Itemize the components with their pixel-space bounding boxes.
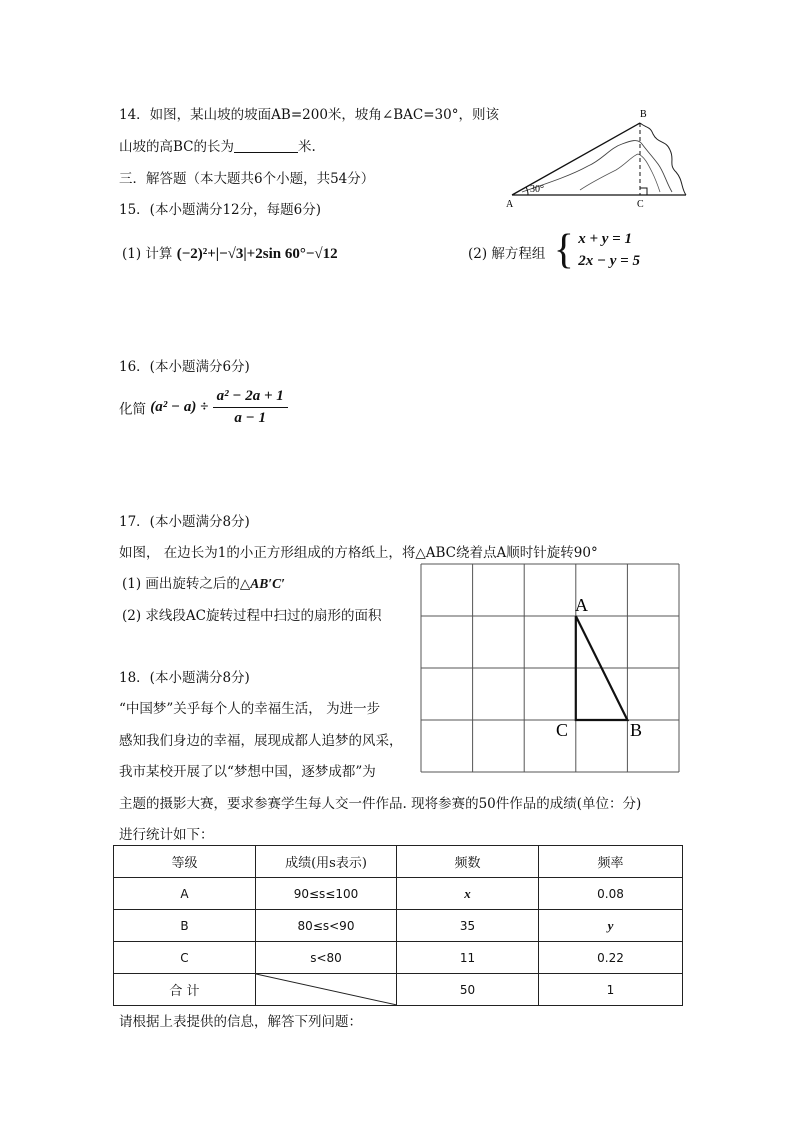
q17-part1-text: (1) 画出旋转之后的△ (122, 576, 251, 592)
q15-part1 (122, 242, 338, 263)
answer-blank (234, 138, 298, 153)
q18-line-3: 我市某校开展了以“梦想中国，逐梦成都”为 (119, 764, 376, 780)
q14-line2-text: 山坡的高BC的长为 (119, 139, 235, 155)
table-cell: 1 (539, 974, 683, 1006)
q16-numerator: a² − 2a + 1 (213, 388, 288, 408)
diagonal-line (256, 974, 397, 1005)
q18-line-4: 主题的摄影大赛，要求参赛学生每人交一件作品. 现将参赛的50件作品的成绩(单位：分) (119, 796, 642, 812)
q14-line1: 14．如图，某山坡的坡面AB=200米，坡角∠BAC=30°，则该 (119, 107, 499, 123)
grid-point-b: B (630, 720, 643, 740)
table-header-row (114, 846, 683, 878)
q15-title: 15．(本小题满分12分，每题6分) (119, 202, 321, 218)
q17-part1-triangle: AB′C′ (250, 576, 285, 591)
right-angle-mark (640, 188, 647, 195)
q18-line-5: 进行统计如下： (119, 827, 214, 843)
table-cell: 11 (397, 942, 539, 974)
table-cell: 50 (397, 974, 539, 1006)
q17-intro: 如图， 在边长为1的小正方形组成的方格纸上，将△ABC绕着点A顺时针旋转90° (119, 545, 598, 561)
q17-title: 17．(本小题满分8分) (119, 514, 250, 530)
mountain-inner-ridge-2 (580, 154, 660, 192)
q15-part2-label: (2) 解方程组 (468, 246, 546, 262)
q17-part2: (2) 求线段AC旋转过程中扫过的扇形的面积 (122, 608, 382, 624)
table-cell-diagonal (256, 974, 397, 1006)
table-cell: 合 计 (114, 974, 256, 1006)
slope-figure (500, 104, 700, 210)
header-score: 成绩(用s表示) (256, 846, 397, 878)
table-cell: y (539, 910, 683, 942)
table-total-row (114, 974, 683, 1006)
q16-title: 16．(本小题满分6分) (119, 359, 250, 375)
grid-point-a: A (575, 595, 588, 615)
section-3-heading: 三．解答题（本大题共6个小题，共54分） (119, 171, 375, 187)
equation-2: 2x − y = 5 (578, 253, 640, 269)
q15-part2 (468, 228, 640, 272)
table-cell: s<80 (256, 942, 397, 974)
table-row (114, 910, 683, 942)
table-cell: 0.22 (539, 942, 683, 974)
q18-title: 18．(本小题满分8分) (119, 670, 250, 686)
q15-part1-label: (1) 计算 (122, 246, 173, 262)
table-cell: A (114, 878, 256, 910)
grid-lines (421, 564, 679, 772)
point-a-label: A (506, 199, 514, 210)
q18-line-1: “中国梦”关乎每个人的幸福生活， 为进一步 (119, 701, 381, 717)
table-cell: x (397, 878, 539, 910)
table-row (114, 942, 683, 974)
angle-arc (526, 187, 528, 195)
q14-line2 (119, 135, 316, 155)
q16-fraction (213, 388, 288, 427)
equation-1: x + y = 1 (578, 231, 632, 247)
table-cell: 0.08 (539, 878, 683, 910)
header-rate: 频率 (539, 846, 683, 878)
q18-line-2: 感知我们身边的幸福，展现成都人追梦的风采， (119, 733, 403, 749)
q17-part1 (122, 572, 285, 592)
table-row (114, 878, 683, 910)
q14-line2-suffix: 米. (298, 139, 316, 155)
header-grade: 等级 (114, 846, 256, 878)
mountain-inner-ridge (522, 141, 672, 192)
system-brace: { (553, 227, 574, 273)
mountain-outline (640, 123, 686, 195)
q16-left-term: (a² − a) ÷ (150, 399, 209, 415)
q15-part1-expression: (−2)²+|−√3|+2sin 60°−√12 (176, 246, 338, 262)
score-table (113, 845, 683, 1006)
table-cell: B (114, 910, 256, 942)
table-cell: 90≤s≤100 (256, 878, 397, 910)
grid-point-c: C (556, 720, 569, 740)
q18-footer: 请根据上表提供的信息，解答下列问题： (119, 1014, 362, 1030)
equation-system (578, 228, 640, 272)
point-c-label: C (637, 199, 644, 210)
table-cell: C (114, 942, 256, 974)
q16-denominator: a − 1 (234, 410, 267, 426)
table-cell: 35 (397, 910, 539, 942)
q16-prefix: 化简 (119, 401, 146, 418)
grid-figure (420, 563, 682, 775)
angle-label: 30° (530, 184, 544, 195)
point-b-label: B (640, 109, 647, 120)
q16-expression (119, 388, 288, 427)
header-frequency: 频数 (397, 846, 539, 878)
table-cell: 80≤s<90 (256, 910, 397, 942)
